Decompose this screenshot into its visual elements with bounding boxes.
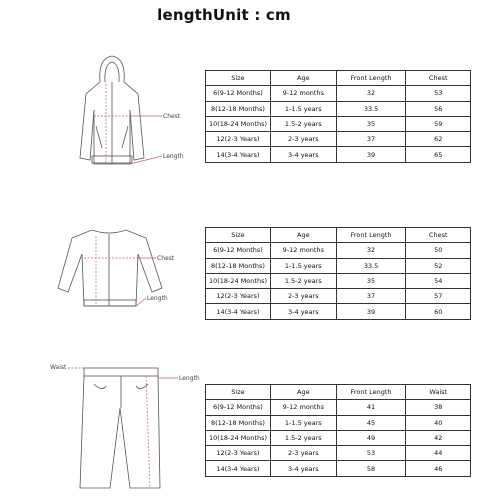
pants-length-label: Length: [179, 375, 200, 382]
table-row: [206, 415, 471, 430]
table-cell: 14(3-4 Years): [206, 147, 271, 162]
table-cell: 59: [406, 116, 471, 131]
table-cell: 33.5: [336, 258, 406, 273]
table-cell: 8(12-18 Months): [206, 101, 271, 116]
pants-size-table: [205, 384, 471, 477]
table-cell: 56: [406, 101, 471, 116]
table-cell: 8(12-18 Months): [206, 258, 271, 273]
column-header: Front Length: [336, 228, 406, 243]
column-header: Size: [206, 385, 271, 400]
table-cell: 10(18-24 Months): [206, 430, 271, 445]
table-row: [206, 147, 471, 162]
column-header: Size: [206, 71, 271, 86]
table-row: [206, 400, 471, 415]
table-row: [206, 116, 471, 131]
table-cell: 40: [406, 415, 471, 430]
table-cell: 52: [406, 258, 471, 273]
table-row: [206, 243, 471, 258]
table-cell: 33.5: [336, 101, 406, 116]
table-row: [206, 258, 471, 273]
sweater-chest-label: Chest: [157, 255, 175, 262]
table-cell: 49: [336, 430, 406, 445]
table-row: [206, 132, 471, 147]
table-cell: 1.5-2 years: [270, 116, 336, 131]
table-cell: 35: [336, 273, 406, 288]
table-cell: 14(3-4 Years): [206, 461, 271, 476]
table-cell: 37: [336, 289, 406, 304]
table-row: [206, 86, 471, 101]
table-cell: 32: [336, 243, 406, 258]
table-cell: 6(9-12 Months): [206, 86, 271, 101]
table-cell: 1-1.5 years: [270, 101, 336, 116]
table-cell: 39: [336, 147, 406, 162]
table-cell: 3-4 years: [270, 461, 336, 476]
table-cell: 10(18-24 Months): [206, 273, 271, 288]
table-cell: 46: [406, 461, 471, 476]
table-row: [206, 101, 471, 116]
column-header: Chest: [406, 228, 471, 243]
table-cell: 14(3-4 Years): [206, 304, 271, 319]
table-cell: 1.5-2 years: [270, 430, 336, 445]
table-cell: 6(9-12 Months): [206, 400, 271, 415]
table-row: [206, 461, 471, 476]
table-cell: 53: [406, 86, 471, 101]
pants-sketch: [46, 358, 206, 498]
table-cell: 6(9-12 Months): [206, 243, 271, 258]
table-cell: 58: [336, 461, 406, 476]
table-cell: 1.5-2 years: [270, 273, 336, 288]
table-row: [206, 273, 471, 288]
table-cell: 12(2-3 Years): [206, 289, 271, 304]
table-cell: 2-3 years: [270, 132, 336, 147]
column-header: Front Length: [336, 71, 406, 86]
table-header-row: [206, 385, 471, 400]
table-header-row: [206, 71, 471, 86]
column-header: Age: [270, 228, 336, 243]
table-cell: 65: [406, 147, 471, 162]
table-cell: 54: [406, 273, 471, 288]
column-header: Waist: [406, 385, 471, 400]
table-cell: 62: [406, 132, 471, 147]
table-row: [206, 304, 471, 319]
table-cell: 9-12 months: [270, 86, 336, 101]
table-cell: 41: [336, 400, 406, 415]
sweater-length-label: Length: [147, 295, 168, 302]
column-header: Size: [206, 228, 271, 243]
column-header: Age: [270, 71, 336, 86]
table-cell: 2-3 years: [270, 446, 336, 461]
hoodie-chest-label: Chest: [163, 113, 181, 120]
table-cell: 3-4 years: [270, 147, 336, 162]
table-cell: 12(2-3 Years): [206, 132, 271, 147]
hoodie-length-label: Length: [163, 153, 184, 160]
table-row: [206, 430, 471, 445]
table-cell: 45: [336, 415, 406, 430]
table-cell: 32: [336, 86, 406, 101]
table-row: [206, 446, 471, 461]
table-row: [206, 289, 471, 304]
table-cell: 9-12 months: [270, 243, 336, 258]
table-cell: 53: [336, 446, 406, 461]
sweater-size-table: [205, 227, 471, 320]
table-cell: 3-4 years: [270, 304, 336, 319]
page-title: lengthUnit : cm: [157, 6, 291, 24]
table-cell: 37: [336, 132, 406, 147]
table-cell: 10(18-24 Months): [206, 116, 271, 131]
table-cell: 8(12-18 Months): [206, 415, 271, 430]
column-header: Front Length: [336, 385, 406, 400]
table-cell: 57: [406, 289, 471, 304]
sweater-sketch: [52, 222, 202, 322]
table-cell: 1-1.5 years: [270, 258, 336, 273]
column-header: Chest: [406, 71, 471, 86]
table-cell: 1-1.5 years: [270, 415, 336, 430]
table-cell: 50: [406, 243, 471, 258]
table-cell: 42: [406, 430, 471, 445]
table-cell: 44: [406, 446, 471, 461]
table-header-row: [206, 228, 471, 243]
pants-waist-label: Waist: [50, 364, 67, 371]
table-cell: 2-3 years: [270, 289, 336, 304]
table-cell: 60: [406, 304, 471, 319]
table-cell: 12(2-3 Years): [206, 446, 271, 461]
column-header: Age: [270, 385, 336, 400]
hoodie-sketch: [70, 52, 210, 172]
table-cell: 38: [406, 400, 471, 415]
table-cell: 39: [336, 304, 406, 319]
table-cell: 9-12 months: [270, 400, 336, 415]
table-cell: 35: [336, 116, 406, 131]
hoodie-size-table: [205, 70, 471, 163]
